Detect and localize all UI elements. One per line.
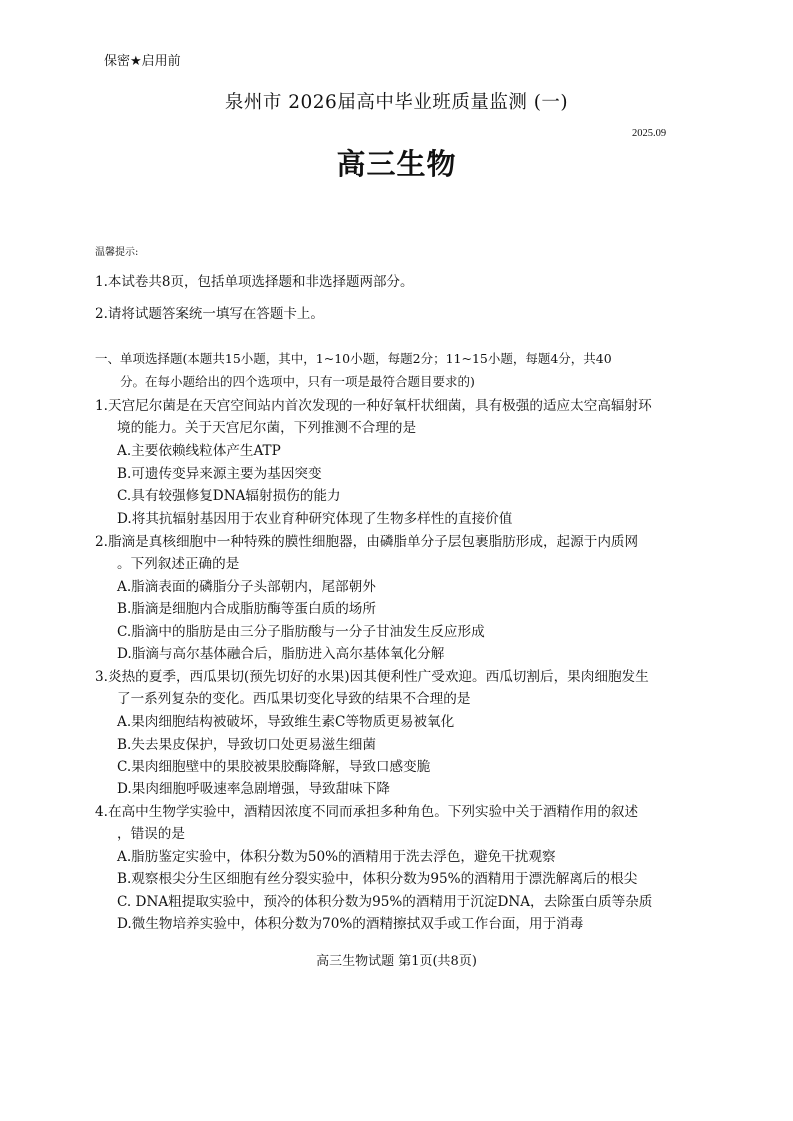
page-footer: 高三生物试题 第1页(共8页) [316, 954, 477, 969]
question-stem: 1.天宫尼尔菌是在天宫空间站内首次发现的一种好氧杆状细菌，具有极强的适应太空高辐射环 [95, 398, 652, 414]
exam-title: 泉州市 2026届高中毕业班质量监测 (一) [224, 92, 569, 113]
subject-title: 高三生物 [336, 147, 457, 181]
option-c: C.具有较强修复DNA辐射损伤的能力 [117, 488, 341, 504]
option-b: B.失去果皮保护，导致切口处更易滋生细菌 [117, 737, 376, 753]
question-stem: 2.脂滴是真核细胞中一种特殊的膜性细胞器，由磷脂单分子层包裹脂肪形成，起源于内质网 [95, 534, 639, 550]
section-heading-cont: 分。在每小题给出的四个选项中，只有一项是最符合题目要求的) [120, 374, 475, 389]
question-stem-cont: 。下列叙述正确的是 [117, 556, 240, 572]
option-c: C. DNA粗提取实验中，预冷的体积分数为95%的酒精用于沉淀DNA，去除蛋白质等杂质 [117, 894, 653, 910]
tip-item: 1.本试卷共8页，包括单项选择题和非选择题两部分。 [95, 274, 414, 290]
option-c: C.脂滴中的脂肪是由三分子脂肪酸与一分子甘油发生反应形成 [117, 624, 485, 640]
exam-date: 2025.09 [632, 128, 667, 139]
option-b: B.观察根尖分生区细胞有丝分裂实验中，体积分数为95%的酒精用于漂洗解离后的根尖 [117, 871, 638, 887]
question-stem-cont: ，错误的是 [117, 826, 185, 842]
option-a: A.脂肪鉴定实验中，体积分数为50%的酒精用于洗去浮色，避免干扰观察 [117, 849, 556, 865]
tip-item: 2.请将试题答案统一填写在答题卡上。 [95, 306, 324, 322]
option-b: B.可遗传变异来源主要为基因突变 [117, 466, 322, 482]
question-stem-cont: 境的能力。关于天宫尼尔菌，下列推测不合理的是 [117, 420, 417, 436]
option-a: A.脂滴表面的磷脂分子头部朝内，尾部朝外 [117, 579, 376, 595]
option-d: D.果肉细胞呼吸速率急剧增强，导致甜味下降 [117, 781, 391, 797]
option-a: A.果肉细胞结构被破坏，导致维生素C等物质更易被氧化 [117, 714, 455, 730]
question-stem: 4.在高中生物学实验中，酒精因浓度不同而承担多种角色。下列实验中关于酒精作用的叙述 [95, 804, 639, 820]
option-d: D.脂滴与高尔基体融合后，脂肪进入高尔基体氧化分解 [117, 646, 445, 662]
section-heading: 一、单项选择题(本题共15小题，其中，1~10小题，每题2分；11~15小题，每题4分，共40 [95, 351, 612, 366]
option-d: D.微生物培养实验中，体积分数为70%的酒精擦拭双手或工作台面，用于消毒 [117, 916, 584, 932]
option-b: B.脂滴是细胞内合成脂肪酶等蛋白质的场所 [117, 601, 376, 617]
option-c: C.果肉细胞壁中的果胶被果胶酶降解，导致口感变脆 [117, 759, 431, 775]
tips-label: 温馨提示: [95, 247, 139, 258]
confidential-label: 保密★启用前 [104, 54, 181, 69]
option-a: A.主要依赖线粒体产生ATP [117, 443, 281, 459]
question-stem: 3.炎热的夏季，西瓜果切(预先切好的水果)因其便利性广受欢迎。西瓜切割后，果肉细胞发生 [95, 669, 649, 685]
option-d: D.将其抗辐射基因用于农业育种研究体现了生物多样性的直接价值 [117, 511, 513, 527]
question-stem-cont: 了一系列复杂的变化。西瓜果切变化导致的结果不合理的是 [117, 691, 471, 707]
